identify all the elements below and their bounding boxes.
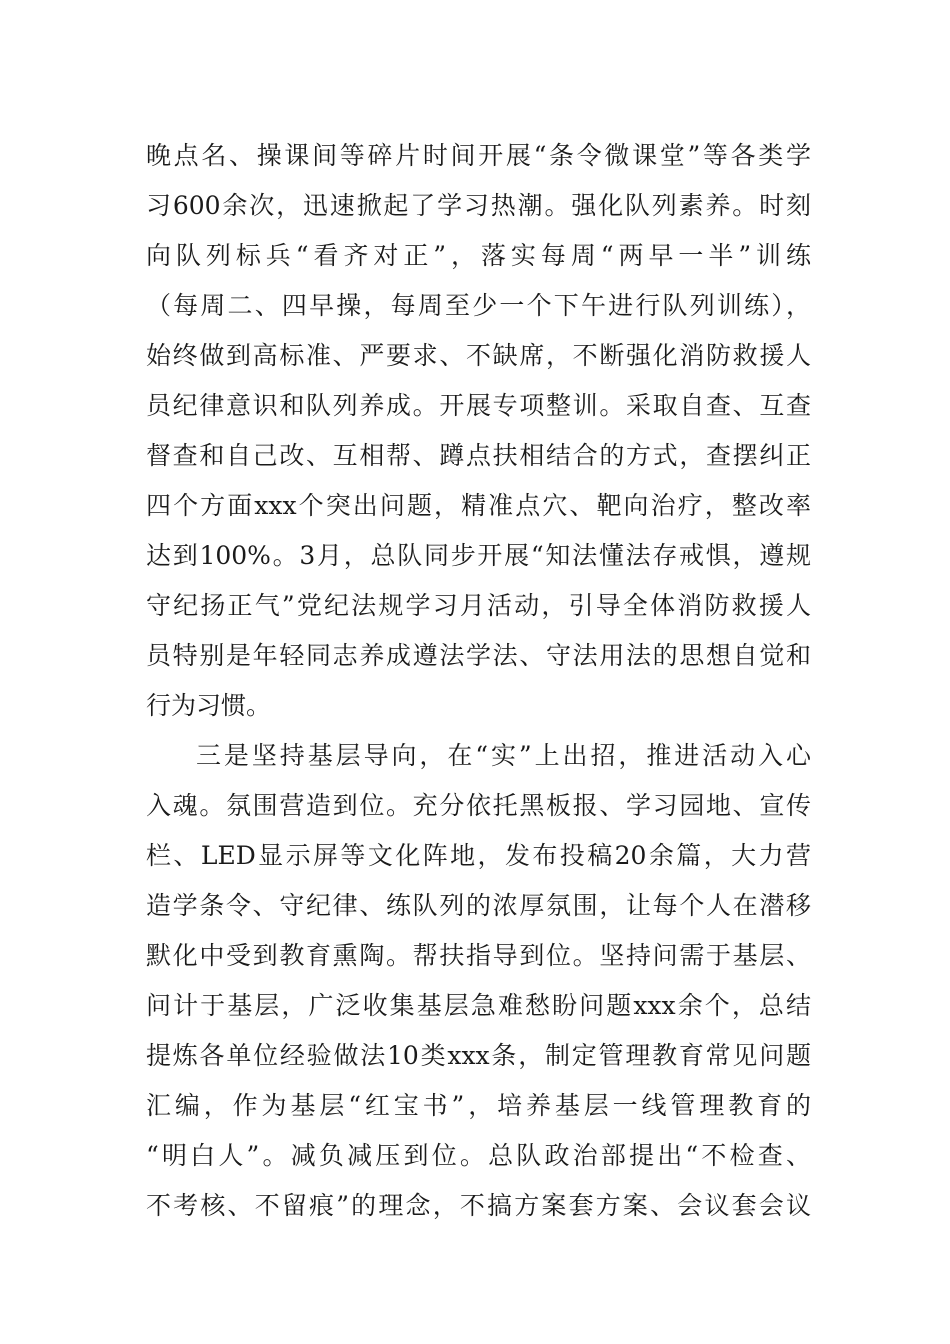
text-line: 员纪律意识和队列养成。开展专项整训。采取自查、互查 [146, 391, 811, 420]
text-line: 员特别是年轻同志养成遵法学法、守法用法的思想自觉和 [146, 641, 811, 670]
text-line: “明白人”。减负减压到位。总队政治部提出“不检查、 [146, 1141, 811, 1170]
text-line: 入魂。氛围营造到位。充分依托黑板报、学习园地、宣传 [146, 791, 811, 820]
text-line: 向队列标兵“看齐对正”，落实每周“两早一半”训练 [146, 241, 811, 270]
text-line: 三是坚持基层导向，在“实”上出招，推进活动入心 [196, 741, 811, 770]
paragraph-2 [146, 731, 811, 1231]
text-line: 不考核、不留痕”的理念，不搞方案套方案、会议套会议 [146, 1191, 811, 1220]
text-line: 四个方面xxx个突出问题，精准点穴、靶向治疗，整改率 [146, 491, 811, 520]
text-line: 始终做到高标准、严要求、不缺席，不断强化消防救援人 [146, 341, 811, 370]
paragraph-1 [146, 131, 811, 731]
text-line: 栏、LED显示屏等文化阵地，发布投稿20余篇，大力营 [146, 841, 811, 870]
text-line: 造学条令、守纪律、练队列的浓厚氛围，让每个人在潜移 [146, 891, 811, 920]
text-line: 默化中受到教育熏陶。帮扶指导到位。坚持问需于基层、 [146, 941, 811, 970]
text-line: 晚点名、操课间等碎片时间开展“条令微课堂”等各类学 [146, 141, 811, 170]
text-line: 提炼各单位经验做法10类xxx条，制定管理教育常见问题 [146, 1041, 811, 1070]
text-line: 汇编，作为基层“红宝书”，培养基层一线管理教育的 [146, 1091, 811, 1120]
text-line: 守纪扬正气”党纪法规学习月活动，引导全体消防救援人 [146, 591, 811, 620]
text-line: 督查和自己改、互相帮、蹲点扶相结合的方式，查摆纠正 [146, 441, 811, 470]
text-line: 达到100%。3月，总队同步开展“知法懂法存戒惧，遵规 [146, 541, 811, 570]
text-line: 问计于基层，广泛收集基层急难愁盼问题xxx余个，总结 [146, 991, 811, 1020]
text-line: 习600余次，迅速掀起了学习热潮。强化队列素养。时刻 [146, 191, 811, 220]
text-line: （每周二、四早操，每周至少一个下午进行队列训练）， [146, 291, 811, 320]
body-text [146, 131, 811, 1231]
text-line: 行为习惯。 [146, 691, 272, 720]
